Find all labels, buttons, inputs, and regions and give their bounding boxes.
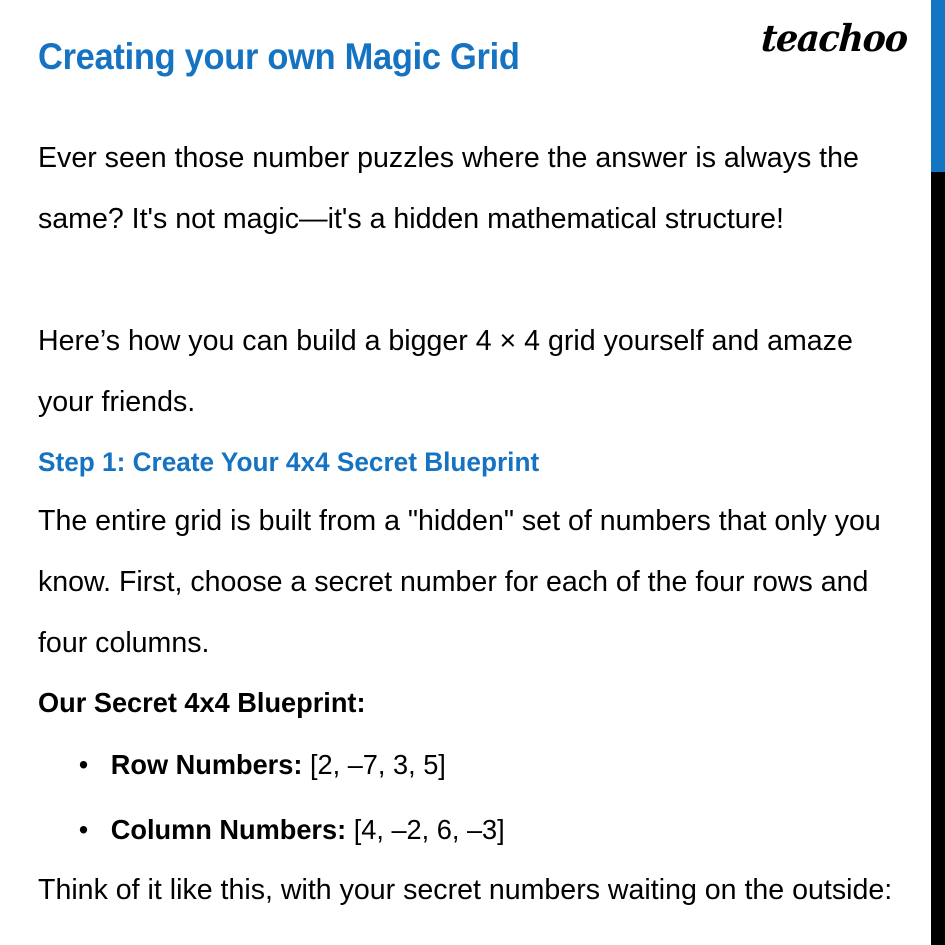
blueprint-bullet-list <box>38 732 928 862</box>
right-edge-black-bar <box>931 172 945 945</box>
blueprint-label: Our Secret 4x4 Blueprint: <box>38 687 366 718</box>
build-paragraph: Here’s how you can build a bigger 4 × 4 grid yourself and amaze your friends. <box>38 325 853 418</box>
page-header <box>0 0 931 105</box>
list-item <box>38 797 901 862</box>
step-1-heading: Step 1: Create Your 4x4 Secret Blueprint <box>38 447 540 477</box>
bullet-label: Row Numbers: <box>110 749 303 780</box>
list-item <box>38 732 901 797</box>
closing-paragraph: Think of it like this, with your secret numbers waiting on the outside: <box>38 874 893 906</box>
bullet-dot-icon: • <box>78 749 89 780</box>
bullet-value: [4, –2, 6, –3] <box>353 814 505 845</box>
bullet-value: [2, –7, 3, 5] <box>309 749 446 780</box>
paragraph-spacer <box>38 250 928 311</box>
right-edge-blue-bar <box>931 0 945 172</box>
intro-paragraph: Ever seen those number puzzles where the answer is always the same? It's not magic—it's a hidden mathematical structure! <box>38 142 859 235</box>
step-1-paragraph: The entire grid is built from a "hidden" set of numbers that only you know. First, choose a secret number for each of the four rows and four columns. <box>38 505 881 659</box>
document-body <box>38 128 928 918</box>
teachoo-logo: teachoo <box>759 16 909 60</box>
bullet-label: Column Numbers: <box>110 814 347 845</box>
bullet-dot-icon: • <box>78 814 89 845</box>
page-title: Creating your own Magic Grid <box>38 36 520 77</box>
